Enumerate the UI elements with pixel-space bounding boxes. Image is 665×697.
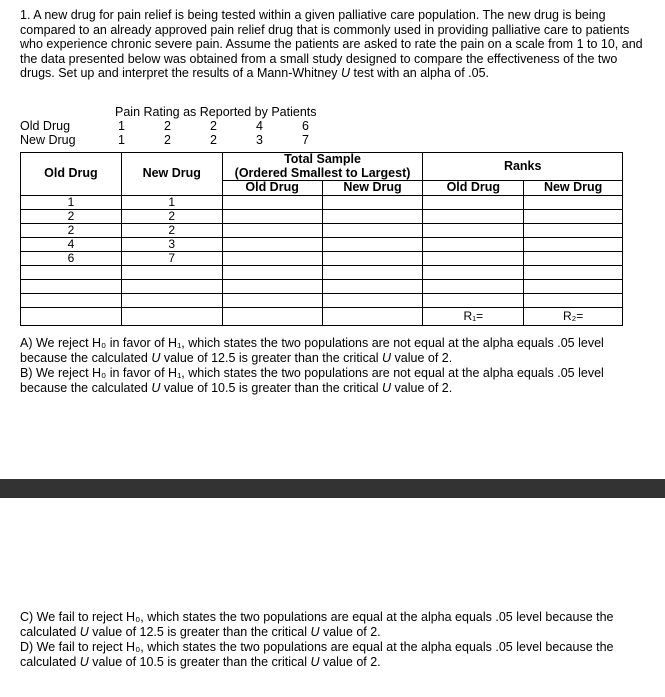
new-drug-cell: 2 xyxy=(121,209,222,223)
empty-cell xyxy=(21,265,122,279)
empty-cell xyxy=(524,279,623,293)
empty-cell xyxy=(121,265,222,279)
new-drug-cell: 7 xyxy=(121,251,222,265)
pain-rating-row-new-drug xyxy=(20,133,348,147)
table-row-empty xyxy=(21,265,623,279)
empty-cell xyxy=(222,251,322,265)
empty-cell xyxy=(222,209,322,223)
pain-value: 1 xyxy=(118,119,125,134)
section-divider-bar xyxy=(0,479,665,498)
empty-cell xyxy=(322,209,423,223)
pain-rating-block xyxy=(20,105,348,148)
header-ranks: Ranks xyxy=(423,153,623,181)
pain-rating-title: Pain Rating as Reported by Patients xyxy=(115,105,317,119)
empty-cell xyxy=(21,279,122,293)
old-drug-cell: 2 xyxy=(21,223,122,237)
total-sample-title: Total Sample xyxy=(284,152,361,166)
table-row-empty xyxy=(21,293,623,307)
subheader-ranks-new-drug: New Drug xyxy=(524,181,623,196)
old-drug-cell: 1 xyxy=(21,195,122,209)
empty-cell xyxy=(222,223,322,237)
header-new-drug: New Drug xyxy=(121,153,222,196)
empty-cell xyxy=(21,293,122,307)
empty-cell xyxy=(322,307,423,325)
old-drug-cell: 6 xyxy=(21,251,122,265)
answer-option-d: D) We fail to reject H₀, which states the two populations are equal at the alpha equals .05 level because the calculated U value of 10.5 is greater than the critical U value of 2. xyxy=(20,640,614,669)
empty-cell xyxy=(423,279,524,293)
subheader-ranks-old-drug: Old Drug xyxy=(423,181,524,196)
rank-sum-row xyxy=(21,307,623,325)
empty-cell xyxy=(423,251,524,265)
header-total-sample xyxy=(222,153,423,181)
answers-bottom-block xyxy=(20,610,652,670)
empty-cell xyxy=(121,279,222,293)
r2-sum-cell: R₂= xyxy=(524,307,623,325)
subheader-total-old-drug: Old Drug xyxy=(222,181,322,196)
table-row xyxy=(21,209,623,223)
answers-top-block xyxy=(20,336,652,396)
empty-cell xyxy=(524,251,623,265)
empty-cell xyxy=(524,237,623,251)
old-drug-cell: 2 xyxy=(21,209,122,223)
mann-whitney-table xyxy=(20,152,623,326)
new-drug-cell: 1 xyxy=(121,195,222,209)
table-row xyxy=(21,237,623,251)
empty-cell xyxy=(423,209,524,223)
table-row xyxy=(21,251,623,265)
pain-value: 4 xyxy=(256,119,263,134)
question-text: 1. A new drug for pain relief is being tested within a given palliative care population. The new drug is being compared to an already approved pain relief drug that is commonly used in providing palliative care to patients who experience chronic severe pain. Assume the patients are asked to rate the pain on a scale from 1 to 10, and the data presented below was obtained from a small study designed to compare the effectiveness of the two drugs. Set up and interpret the results of a Mann-Whitney U test with an alpha of .05. xyxy=(20,8,643,81)
table-row xyxy=(21,223,623,237)
empty-cell xyxy=(322,223,423,237)
header-old-drug: Old Drug xyxy=(21,153,122,196)
empty-cell xyxy=(423,195,524,209)
empty-cell xyxy=(423,223,524,237)
table-row xyxy=(21,195,623,209)
empty-cell xyxy=(222,237,322,251)
empty-cell xyxy=(222,293,322,307)
empty-cell xyxy=(423,293,524,307)
empty-cell xyxy=(524,209,623,223)
empty-cell xyxy=(121,293,222,307)
table-header-row xyxy=(21,153,623,181)
empty-cell xyxy=(524,265,623,279)
empty-cell xyxy=(121,307,222,325)
empty-cell xyxy=(21,307,122,325)
pain-value: 2 xyxy=(164,133,171,148)
new-drug-label: New Drug xyxy=(20,133,76,148)
old-drug-label: Old Drug xyxy=(20,119,71,134)
empty-cell xyxy=(322,251,423,265)
empty-cell xyxy=(222,265,322,279)
total-sample-subtitle: (Ordered Smallest to Largest) xyxy=(234,165,411,180)
empty-cell xyxy=(423,237,524,251)
pain-value: 2 xyxy=(210,133,217,148)
pain-rating-row-old-drug xyxy=(20,119,348,133)
answer-option-c: C) We fail to reject H₀, which states the two populations are equal at the alpha equals .05 level because the calculated U value of 12.5 is greater than the critical U value of 2. xyxy=(20,610,614,639)
empty-cell xyxy=(524,293,623,307)
answer-option-b: B) We reject H₀ in favor of H₁, which states the two populations are not equal at the alpha equals .05 level because the calculated U value of 10.5 is greater than the critical U value of 2. xyxy=(20,366,604,395)
empty-cell xyxy=(524,223,623,237)
empty-cell xyxy=(423,265,524,279)
pain-value: 6 xyxy=(302,119,309,134)
pain-value: 7 xyxy=(302,133,309,148)
empty-cell xyxy=(322,237,423,251)
empty-cell xyxy=(524,195,623,209)
empty-cell xyxy=(322,195,423,209)
r1-sum-cell: R₁= xyxy=(423,307,524,325)
new-drug-cell: 2 xyxy=(121,223,222,237)
pain-value: 3 xyxy=(256,133,263,148)
pain-value: 2 xyxy=(164,119,171,134)
pain-value: 2 xyxy=(210,119,217,134)
subheader-total-new-drug: New Drug xyxy=(322,181,423,196)
table-row-empty xyxy=(21,279,623,293)
empty-cell xyxy=(322,293,423,307)
empty-cell xyxy=(322,279,423,293)
pain-value: 1 xyxy=(118,133,125,148)
empty-cell xyxy=(322,265,423,279)
empty-cell xyxy=(222,307,322,325)
empty-cell xyxy=(222,279,322,293)
new-drug-cell: 3 xyxy=(121,237,222,251)
empty-cell xyxy=(222,195,322,209)
old-drug-cell: 4 xyxy=(21,237,122,251)
answer-option-a: A) We reject H₀ in favor of H₁, which states the two populations are not equal at the alpha equals .05 level because the calculated U value of 12.5 is greater than the critical U value of 2. xyxy=(20,336,604,365)
